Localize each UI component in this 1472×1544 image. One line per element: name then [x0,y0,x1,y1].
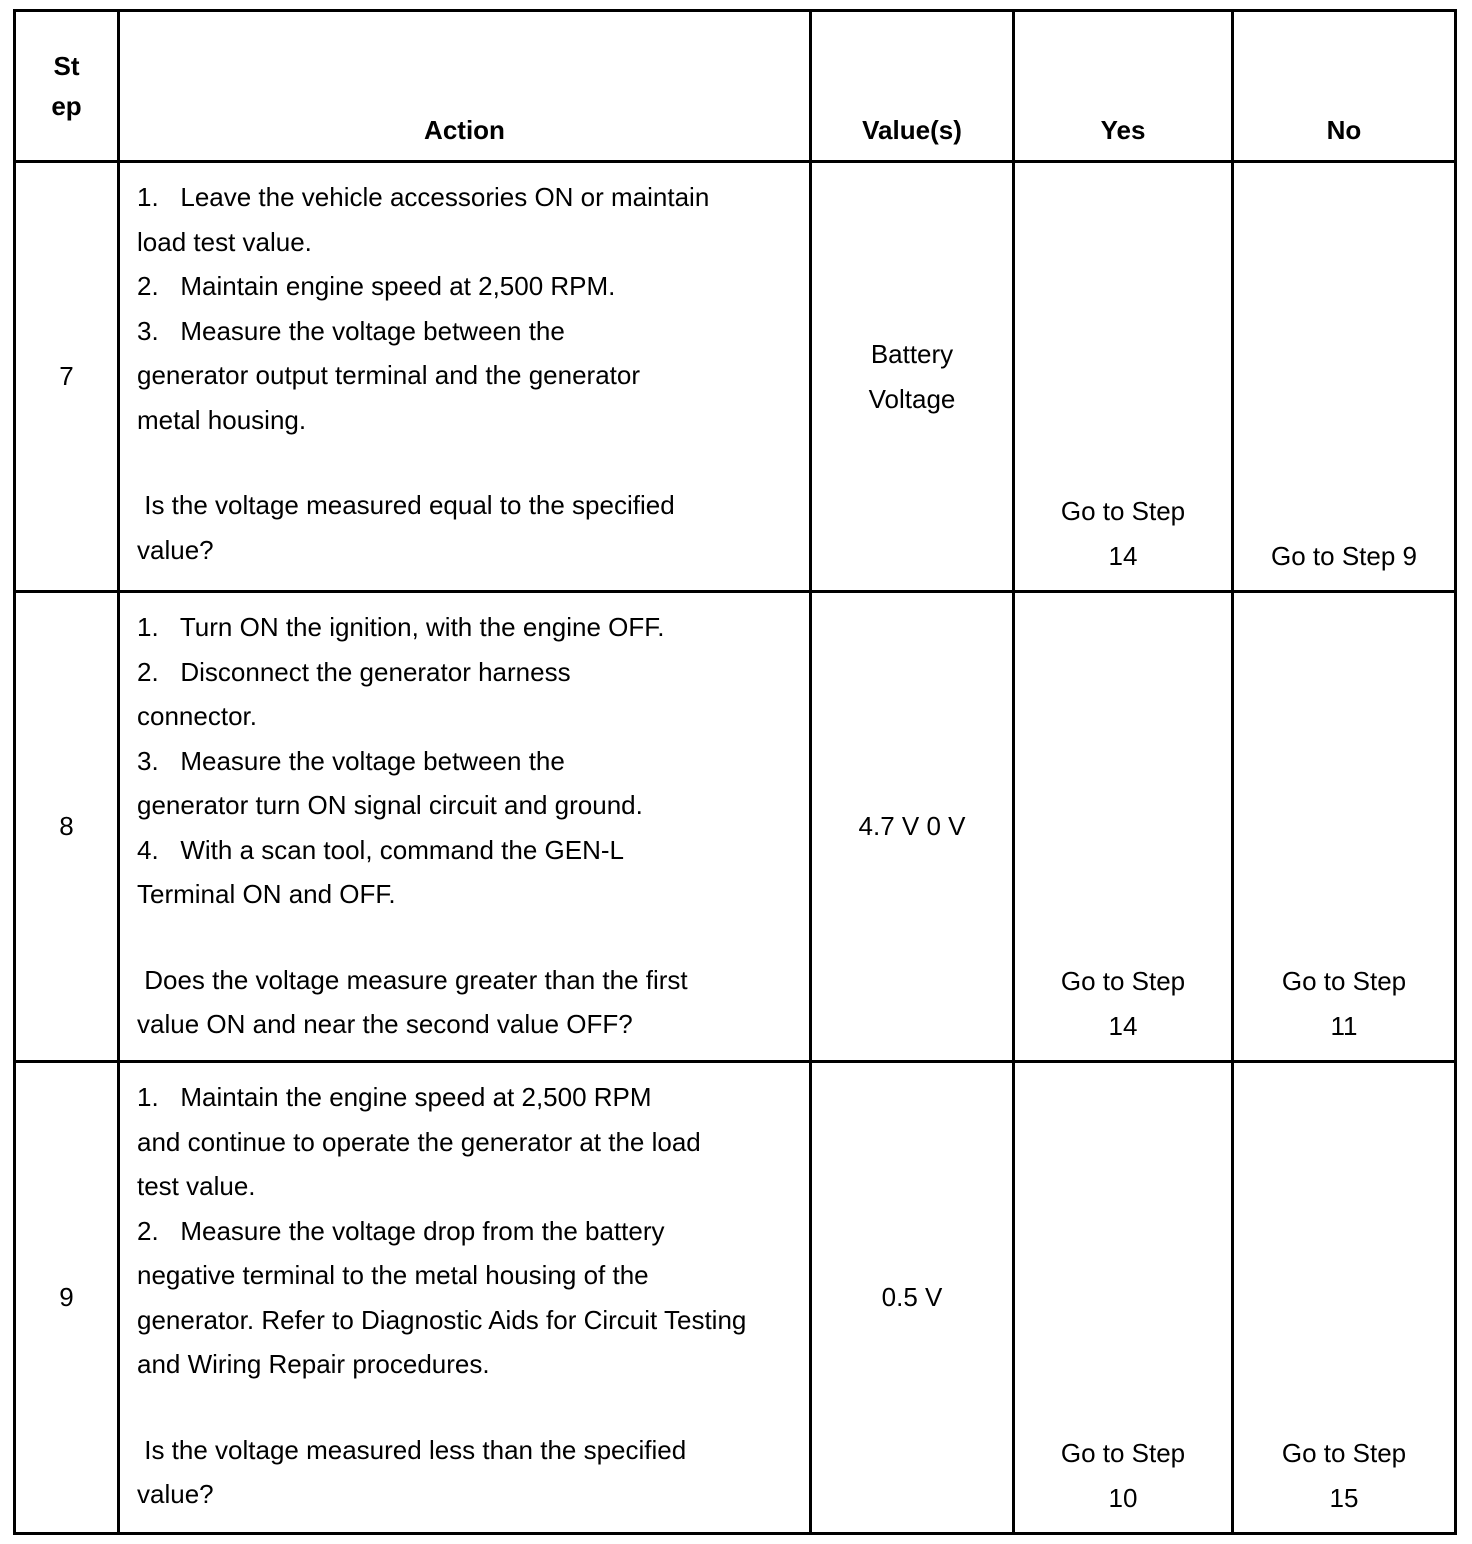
value-line: 0.5 V [881,1282,943,1313]
no-line: Go to Step [1281,1438,1407,1468]
action-line: generator output terminal and the generator [137,360,641,390]
action-line: 3. Measure the voltage between the [137,745,565,776]
yes-line: Go to Step [1060,1438,1186,1468]
step-number: 8 [15,592,119,1062]
action-question-line: Is the voltage measured equal to the specified [137,490,675,520]
action-line: 3. Measure the voltage between the [137,315,565,346]
header-step-line1: St [53,51,80,81]
action-line: 1. Leave the vehicle accessories ON or maintain [137,182,710,212]
action-question-line: value? [137,534,214,565]
action-line: 4. With a scan tool, command the GEN-L [137,834,624,865]
action-line: generator turn ON signal circuit and ground. [137,790,643,820]
value-cell [811,162,1014,592]
table-row [15,162,1456,592]
yes-cell [1014,162,1233,592]
diagnostic-table [13,9,1457,1535]
yes-line: 14 [1108,540,1138,571]
yes-cell [1014,1062,1233,1534]
no-line: 15 [1329,1482,1359,1513]
no-cell [1233,592,1456,1062]
action-line: 2. Maintain engine speed at 2,500 RPM. [137,271,616,301]
value-line: 4.7 V 0 V [858,811,966,842]
yes-line: 10 [1108,1482,1138,1513]
action-cell [119,1062,811,1534]
action-line: metal housing. [137,404,307,435]
step-number: 7 [15,162,119,592]
header-step [15,11,119,162]
action-cell [119,162,811,592]
action-question-line: Does the voltage measure greater than the first [137,964,688,995]
action-question-line: value ON and near the second value OFF? [137,1009,633,1039]
value-cell [811,1062,1014,1534]
action-question-line: value? [137,1479,214,1509]
yes-line: Go to Step [1060,496,1186,526]
action-spacer [137,442,801,483]
action-line: connector. [137,701,257,731]
action-line: 1. Maintain the engine speed at 2,500 RPM [137,1082,652,1112]
yes-line: Go to Step [1060,966,1186,996]
action-line: 2. Disconnect the generator harness [137,656,571,687]
table-body [15,162,1456,1534]
action-spacer [137,1387,801,1428]
action-line: Terminal ON and OFF. [137,879,396,909]
header-action: Action [119,11,811,162]
yes-cell [1014,592,1233,1062]
no-cell [1233,162,1456,592]
action-line: generator. Refer to Diagnostic Aids for Circuit Testing [137,1304,747,1335]
value-line: Battery [870,339,954,369]
table-row [15,1062,1456,1534]
value-cell [811,592,1014,1062]
action-question-line: Is the voltage measured less than the specified [137,1434,687,1465]
action-spacer [137,917,801,958]
header-row [15,11,1456,162]
action-line: and Wiring Repair procedures. [137,1349,490,1379]
header-values: Value(s) [811,11,1014,162]
action-line: load test value. [137,226,312,257]
action-line: 1. Turn ON the ignition, with the engine OFF. [137,612,665,642]
no-cell [1233,1062,1456,1534]
header-step-line2: ep [51,91,82,121]
step-number: 9 [15,1062,119,1534]
value-line: Voltage [868,383,956,414]
action-cell [119,592,811,1062]
yes-line: 14 [1108,1010,1138,1041]
table-row [15,592,1456,1062]
no-line: Go to Step [1281,966,1407,996]
header-yes: Yes [1014,11,1233,162]
action-line: negative terminal to the metal housing of the [137,1260,649,1290]
action-line: 2. Measure the voltage drop from the battery [137,1215,665,1246]
action-line: test value. [137,1171,256,1201]
header-no: No [1233,11,1456,162]
action-line: and continue to operate the generator at the load [137,1126,701,1157]
no-line: 11 [1330,1010,1358,1041]
no-line: Go to Step 9 [1271,540,1417,571]
